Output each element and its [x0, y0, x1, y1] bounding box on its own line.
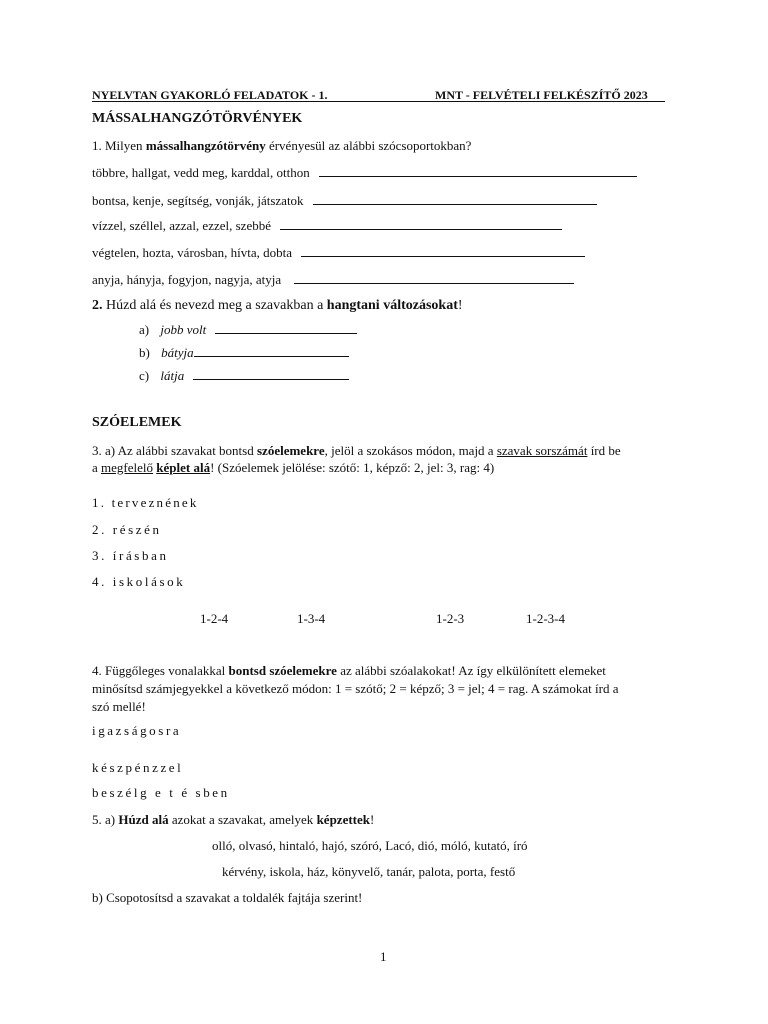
q1-row-text: bontsa, kenje, segítség, vonják, játszatok [92, 193, 304, 208]
q3-word-4: 4. iskolások [92, 574, 186, 589]
answer-blank[interactable] [294, 273, 574, 284]
q1-row-text: anyja, hányja, fogyjon, nagyja, atyja [92, 272, 282, 287]
q2-text-bold: hangtani változásokat [326, 298, 458, 313]
q5-bold: Húzd alá [118, 812, 169, 827]
question-4-line-3: szó mellé! [92, 699, 146, 714]
page-number: 1 [380, 949, 387, 964]
header-right: MNT - FELVÉTELI FELKÉSZÍTŐ 2023 [435, 88, 648, 102]
formula-4: 1-2-3-4 [526, 611, 565, 626]
q2-item-c [139, 368, 349, 384]
answer-blank[interactable] [313, 194, 597, 205]
q2-item-b [139, 345, 349, 361]
q3-word-1: 1. terveznének [92, 495, 199, 510]
q2-item-a [139, 322, 357, 338]
q4-word-2: készpénzzel [92, 760, 184, 775]
q3-word-3: 3. írásban [92, 548, 169, 563]
question-5a [92, 812, 374, 828]
q2-number: 2. [92, 298, 103, 313]
section-title-szoelemek: SZÓELEMEK [92, 415, 182, 430]
answer-blank[interactable] [301, 246, 585, 257]
q3-bold-underlined: képlet alá [156, 460, 211, 475]
q3-bold: szóelemekre [256, 443, 325, 458]
q3-underlined: megfelelő [101, 460, 154, 475]
q1-text-post: érvényesül az alábbi szócsoportokban? [265, 138, 472, 153]
q3-text: 3. a) Az alábbi szavakat bontsd [92, 443, 257, 458]
question-4-line-1 [92, 663, 606, 679]
formula-1: 1-2-4 [200, 611, 229, 626]
section-title-massalhangzo: MÁSSALHANGZÓTÖRVÉNYEK [92, 111, 303, 126]
question-4-line-2: minősítsd számjegyekkel a következő módon: 1 = szótő; 2 = képző; 3 = jel; 4 = rag. A számokat írd a [92, 681, 619, 696]
header-left: NYELVTAN GYAKORLÓ FELADATOK - 1. [92, 88, 328, 102]
q3-word-2: 2. részén [92, 522, 162, 537]
q1-row-1 [92, 165, 637, 181]
q1-row-5 [92, 272, 574, 288]
q5-text: ! [370, 812, 375, 827]
q4-text: az alábbi szóalakokat! Az így elkülönített elemeket [336, 663, 606, 678]
q1-text-pre: 1. Milyen [92, 138, 146, 153]
q4-word-3: beszélg e t é sben [92, 785, 230, 800]
q3-text: , jelöl a szokásos módon, majd a [324, 443, 497, 458]
q1-row-4 [92, 245, 585, 261]
q4-word-1: igazságosra [92, 723, 182, 738]
answer-blank[interactable] [319, 166, 637, 177]
q2-text-pre: Húzd alá és nevezd meg a szavakban a [102, 298, 327, 313]
q1-row-3 [92, 218, 562, 234]
q1-text-bold: mássalhangzótörvény [145, 138, 266, 153]
q1-row-text: vízzel, széllel, azzal, ezzel, szebbé [92, 218, 271, 233]
q4-bold: bontsd szóelemekre [228, 663, 337, 678]
q2-item-label: a) [139, 322, 150, 337]
q1-row-text: többre, hallgat, vedd meg, karddal, otthon [92, 165, 310, 180]
q1-row-text: végtelen, hozta, városban, hívta, dobta [92, 245, 292, 260]
answer-blank[interactable] [215, 323, 357, 334]
answer-blank[interactable] [193, 369, 349, 380]
q3-text: írd be [587, 443, 621, 458]
formula-3: 1-2-3 [436, 611, 465, 626]
q3-text: a [92, 460, 102, 475]
question-3-line-1 [92, 443, 621, 459]
q2-item-word: bátyja [161, 345, 194, 360]
question-3-line-2 [92, 460, 494, 476]
q2-item-label: c) [139, 368, 150, 383]
q4-text: 4. Függőleges vonalakkal [92, 663, 229, 678]
q5-bold: képzettek [316, 812, 370, 827]
q3-underlined: szavak sorszámát [496, 443, 588, 458]
question-5b: b) Csopotosítsd a szavakat a toldalék fajtája szerint! [92, 890, 363, 905]
q5-words-line-2: kérvény, iskola, ház, könyvelő, tanár, palota, porta, festő [222, 864, 516, 879]
q1-row-2 [92, 193, 597, 209]
header-rule [92, 101, 665, 102]
q2-text-post: ! [457, 298, 463, 313]
question-1 [92, 138, 471, 154]
q5-text: azokat a szavakat, amelyek [168, 812, 317, 827]
q3-text: ! (Szóelemek jelölése: szótő: 1, képző: 2, jel: 3, rag: 4) [210, 460, 495, 475]
formula-2: 1-3-4 [297, 611, 326, 626]
q2-item-word: jobb volt [160, 322, 207, 337]
q2-item-label: b) [139, 345, 150, 360]
answer-blank[interactable] [194, 346, 349, 357]
question-2 [92, 298, 463, 314]
q2-item-word: látja [160, 368, 185, 383]
answer-blank[interactable] [280, 219, 562, 230]
q5-words-line-1: olló, olvasó, hintaló, hajó, szóró, Lacó, dió, móló, kutató, író [212, 838, 528, 853]
q5-text: 5. a) [92, 812, 119, 827]
